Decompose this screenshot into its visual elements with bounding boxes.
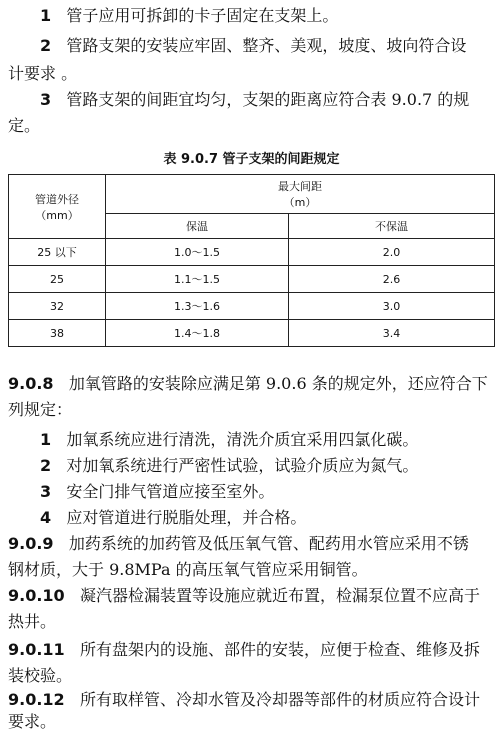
- item-number: 2: [40, 36, 52, 55]
- item-number: 1: [40, 6, 52, 25]
- cell-uninsulated: 3.0: [289, 293, 495, 320]
- item-number: 2: [40, 456, 52, 475]
- header-text: 管道外径: [35, 192, 79, 206]
- table-row: [9, 320, 495, 347]
- clause-9-0-8-item-2: [40, 456, 503, 476]
- table-row: [9, 266, 495, 293]
- clause-text: 所有盘架内的设施、部件的安装，应便于检查、维修及拆: [79, 640, 480, 659]
- spacing-table: [8, 174, 495, 347]
- item-3: [40, 90, 503, 110]
- col-insulated-header: 保温: [106, 214, 289, 239]
- clause-text: 加氧管路的安装除应满足第 9.0.6 条的规定外，还应符合下: [68, 374, 488, 393]
- clause-9-0-10-cont: [8, 612, 503, 632]
- item-text: 计要求 。: [8, 64, 78, 83]
- item-text: 对加氧系统进行严密性试验，试验介质应为氮气。: [66, 456, 419, 475]
- cell-uninsulated: 2.6: [289, 266, 495, 293]
- cell-uninsulated: 2.0: [289, 239, 495, 266]
- header-unit: （mm）: [35, 208, 79, 222]
- cell-insulated: 1.4～1.8: [106, 320, 289, 347]
- clause-text: 凝汽器检漏装置等设施应就近布置，检漏泵位置不应高于: [79, 586, 480, 605]
- clause-text: 加药系统的加药管及低压氧气管、配药用水管应采用不锈: [68, 534, 469, 553]
- table-row: [9, 239, 495, 266]
- clause-9-0-10: [8, 586, 503, 606]
- clause-9-0-8-item-4: [40, 508, 503, 528]
- clause-text: 钢材质，大于 9.8MPa 的高压氧气管应采用铜管。: [8, 560, 368, 579]
- clause-9-0-11: [8, 640, 503, 660]
- cell-diameter: 25 以下: [9, 239, 106, 266]
- clause-number: 9.0.10: [8, 586, 65, 605]
- item-number: 3: [40, 90, 52, 109]
- clause-text: 要求。: [8, 712, 57, 731]
- item-text: 加氧系统应进行清洗，清洗介质宜采用四氯化碳。: [66, 430, 419, 449]
- item-number: 3: [40, 482, 52, 501]
- clause-number: 9.0.8: [8, 374, 54, 393]
- cell-uninsulated: 3.4: [289, 320, 495, 347]
- item-text: 管子应用可拆卸的卡子固定在支架上。: [66, 6, 339, 25]
- clause-text: 热井。: [8, 612, 57, 631]
- cell-diameter: 38: [9, 320, 106, 347]
- col-uninsulated-header: 不保温: [289, 214, 495, 239]
- item-number: 1: [40, 430, 52, 449]
- clause-number: 9.0.11: [8, 640, 65, 659]
- col-diameter-header: [9, 175, 106, 239]
- item-text: 安全门排气管道应接至室外。: [66, 482, 275, 501]
- item-text: 应对管道进行脱脂处理，并合格。: [66, 508, 307, 527]
- clause-text: 装校验。: [8, 666, 73, 685]
- item-3-cont: [8, 116, 503, 136]
- cell-diameter: 32: [9, 293, 106, 320]
- clause-9-0-8: [8, 374, 503, 394]
- clause-9-0-12-cont: [8, 712, 503, 732]
- clause-9-0-8-item-3: [40, 482, 503, 502]
- item-2: [40, 36, 503, 56]
- clause-9-0-8-item-1: [40, 430, 503, 450]
- cell-insulated: 1.3～1.6: [106, 293, 289, 320]
- clause-9-0-9-cont: [8, 560, 503, 580]
- header-text: 最大间距: [278, 180, 322, 193]
- cell-diameter: 25: [9, 266, 106, 293]
- item-number: 4: [40, 508, 52, 527]
- item-2-cont: [8, 64, 503, 84]
- clause-9-0-12: [8, 690, 503, 710]
- clause-number: 9.0.9: [8, 534, 54, 553]
- table-header-row: [9, 175, 495, 214]
- clause-text: 所有取样管、冷却水管及冷却器等部件的材质应符合设计: [79, 690, 480, 709]
- clause-text: 列规定：: [8, 400, 73, 419]
- header-unit: （m）: [283, 196, 317, 209]
- item-text: 管路支架的安装应牢固、整齐、美观，坡度、坡向符合设: [66, 36, 467, 55]
- item-1: [40, 6, 503, 26]
- clause-number: 9.0.12: [8, 690, 65, 709]
- item-text: 管路支架的间距宜均匀，支架的距离应符合表 9.0.7 的规: [66, 90, 470, 109]
- cell-insulated: 1.1～1.5: [106, 266, 289, 293]
- cell-insulated: 1.0～1.5: [106, 239, 289, 266]
- clause-9-0-8-cont: [8, 400, 503, 420]
- item-text: 定。: [8, 116, 41, 135]
- table-row: [9, 293, 495, 320]
- clause-9-0-11-cont: [8, 666, 503, 686]
- table-caption: 表 9.0.7 管子支架的间距规定: [163, 152, 340, 167]
- clause-9-0-9: [8, 534, 503, 554]
- col-max-spacing-header: [106, 175, 495, 214]
